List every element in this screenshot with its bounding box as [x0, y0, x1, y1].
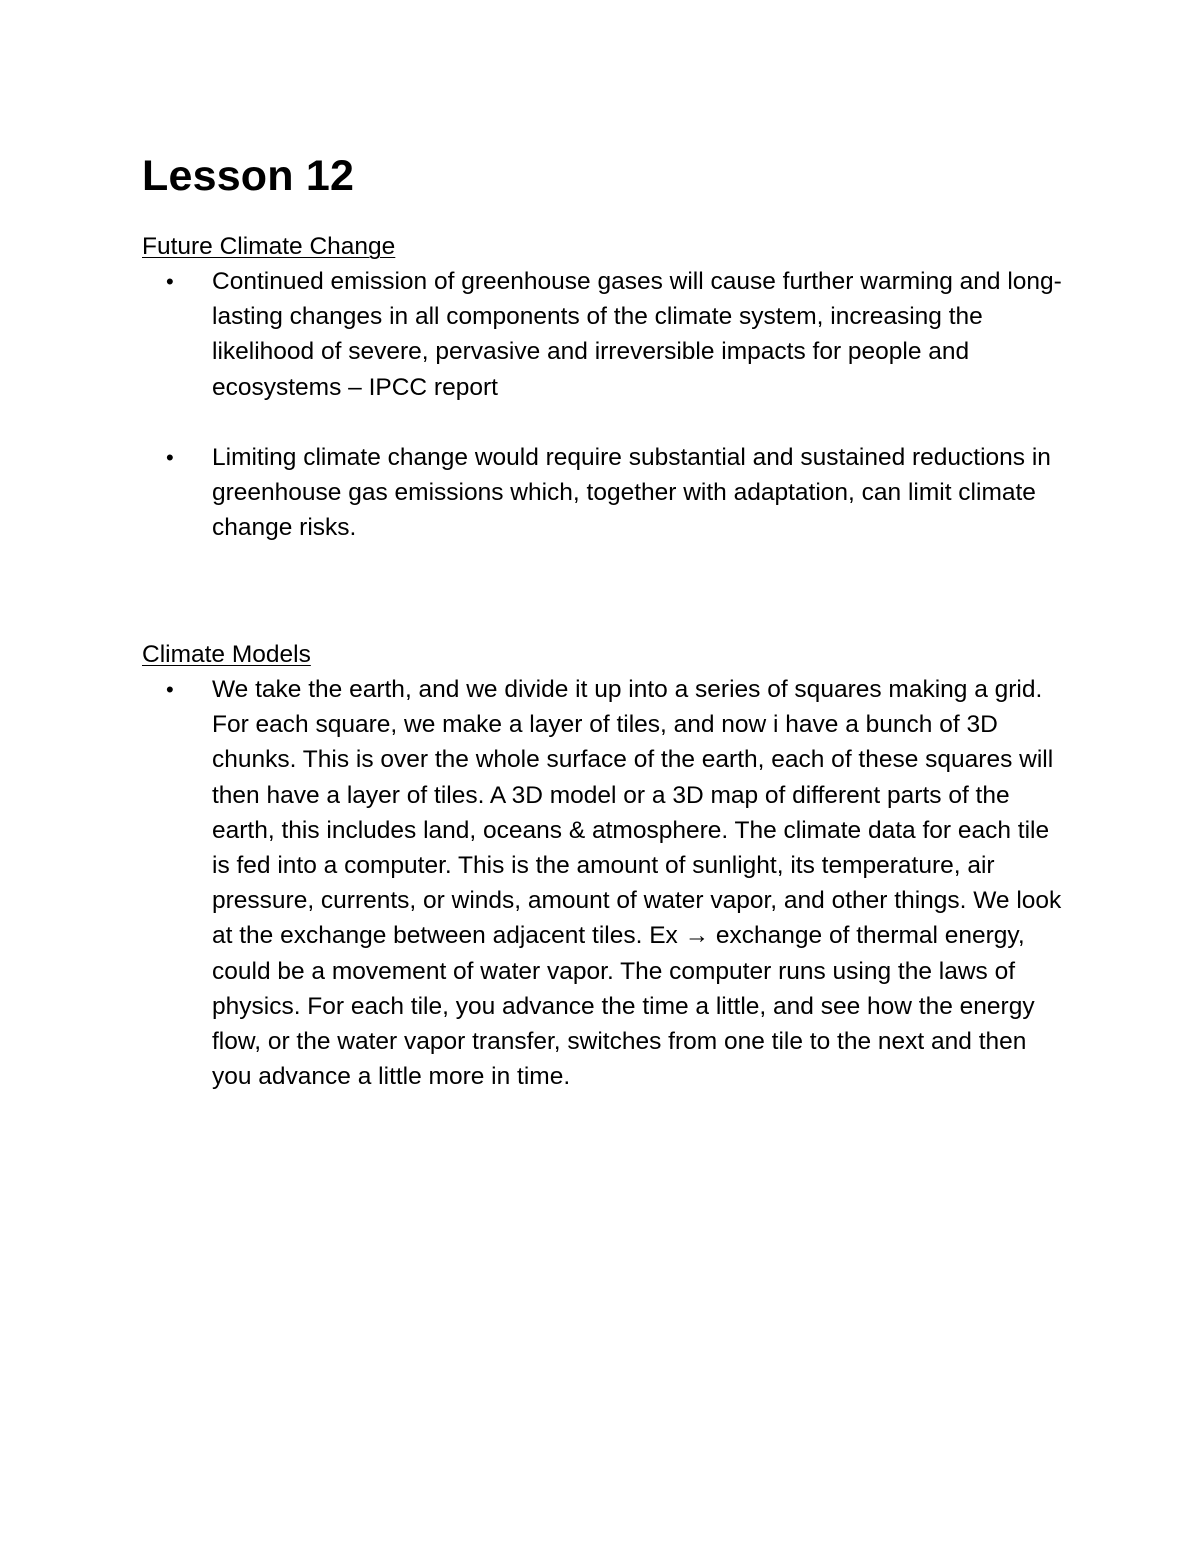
section-climate-models	[142, 637, 1072, 1094]
bullet-list	[142, 264, 1072, 545]
bullet-icon: •	[166, 677, 174, 702]
list-item	[142, 264, 1072, 405]
section-heading: Future Climate Change	[142, 233, 396, 260]
bullet-text: Continued emission of greenhouse gases will cause further warming and long-lasting changes in all components of the climate system, increasing the likelihood of severe, pervasive and irreversible impacts for people and ecosystems – IPCC report	[212, 268, 1062, 401]
section-heading: Climate Models	[142, 641, 311, 668]
section-future-climate-change	[142, 229, 1072, 545]
list-item	[142, 672, 1072, 1094]
bullet-list	[142, 672, 1072, 1094]
bullet-icon: •	[166, 269, 174, 294]
list-item	[142, 440, 1072, 546]
bullet-icon: •	[166, 444, 174, 470]
bullet-text: Limiting climate change would require substantial and sustained reductions in greenhouse gas emissions which, together with adaptation, can limit climate change risks.	[212, 443, 1051, 542]
bullet-text: We take the earth, and we divide it up into a series of squares making a grid. For each square, we make a layer of tiles, and now i have a bunch of 3D chunks. This is over the whole surface of the earth, each of these squares will then have a layer of tiles. A 3D model or a 3D map of different parts of the earth, this includes land, oceans & atmosphere. The climate data for each tile is fed into a computer. This is the amount of sunlight, its temperature, air pressure, currents, or winds, amount of water vapor, and other things. We look at the exchange between adjacent tiles. Ex → exchange of thermal energy, could be a movement of water vapor. The computer runs using the laws of physics. For each tile, you advance the time a little, and see how the energy flow, or the water vapor transfer, switches from one tile to the next and then you advance a little more in time.	[212, 676, 1062, 1091]
page-title: Lesson 12	[142, 152, 355, 200]
